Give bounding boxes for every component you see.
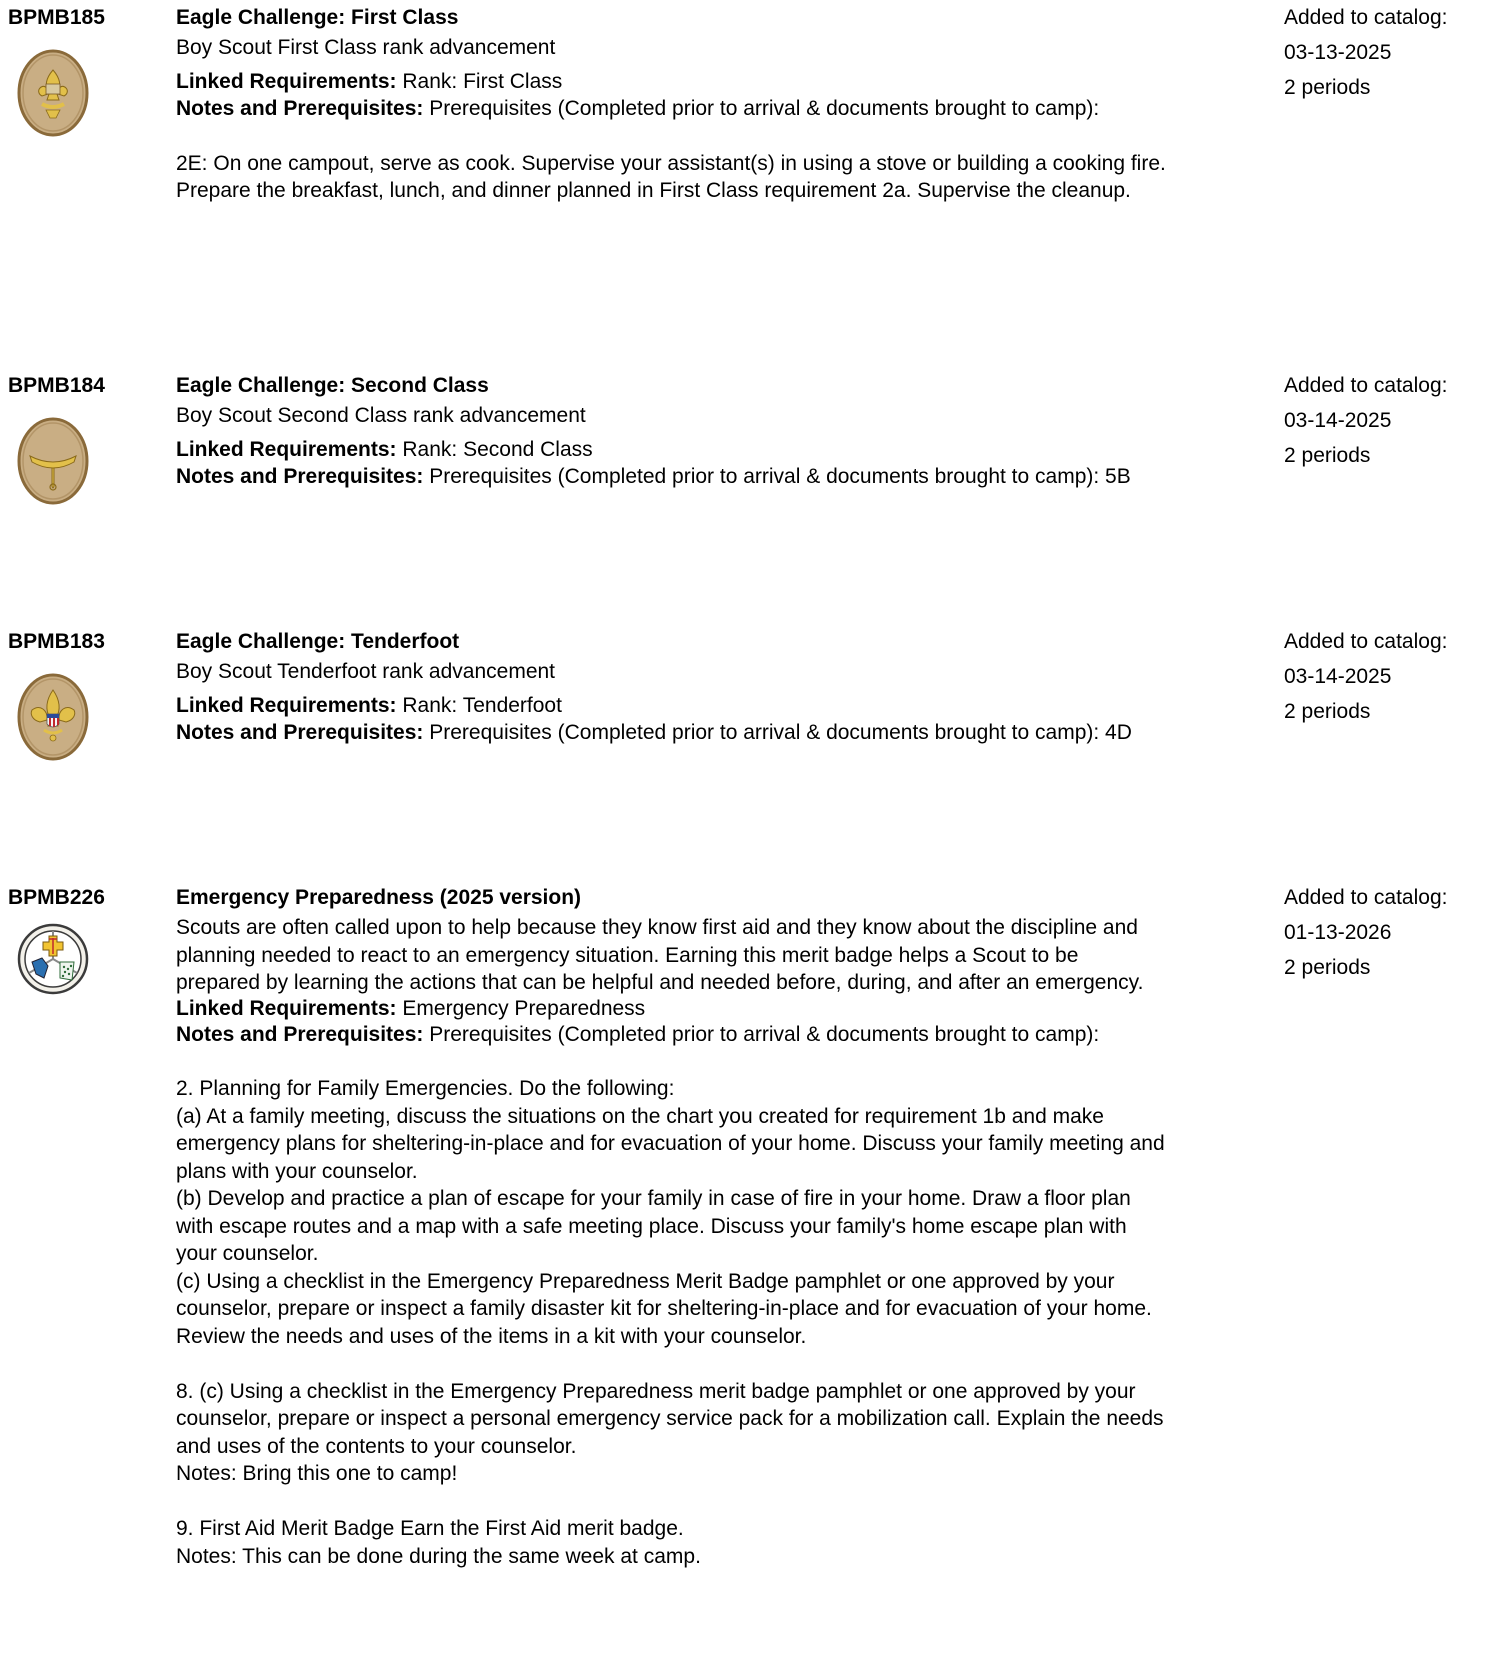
catalog-meta bbox=[1284, 6, 1447, 111]
periods: 2 periods bbox=[1284, 956, 1371, 979]
notes-value: Prerequisites (Completed prior to arrival & documents brought to camp): 4D bbox=[429, 721, 1132, 744]
course-code: BPMB183 bbox=[8, 630, 105, 653]
course-title: Emergency Preparedness (2025 version) bbox=[176, 886, 582, 909]
linked-requirements-label: Linked Requirements: bbox=[176, 70, 397, 93]
periods: 2 periods bbox=[1284, 700, 1371, 723]
linked-requirements bbox=[176, 997, 1166, 1021]
course-title: Eagle Challenge: First Class bbox=[176, 6, 459, 29]
linked-requirements-value: Rank: Tenderfoot bbox=[402, 694, 562, 717]
first-class-badge-icon bbox=[16, 48, 90, 138]
added-date: 03-14-2025 bbox=[1284, 665, 1392, 688]
course-description: Boy Scout First Class rank advancement bbox=[176, 36, 556, 59]
course-description: Boy Scout Second Class rank advancement bbox=[176, 404, 586, 427]
periods: 2 periods bbox=[1284, 76, 1371, 99]
added-label: Added to catalog: bbox=[1284, 886, 1448, 909]
linked-requirements-label: Linked Requirements: bbox=[176, 996, 397, 1020]
linked-requirements-value: Rank: Second Class bbox=[402, 438, 593, 461]
course-code: BPMB226 bbox=[8, 886, 105, 909]
notes-value: Prerequisites (Completed prior to arrival & documents brought to camp): 5B bbox=[429, 465, 1131, 488]
course-code: BPMB185 bbox=[8, 6, 105, 29]
linked-requirements bbox=[176, 68, 1166, 95]
notes-prerequisites bbox=[176, 1021, 1166, 1048]
periods: 2 periods bbox=[1284, 444, 1371, 467]
notes-label: Notes and Prerequisites: bbox=[176, 97, 424, 120]
linked-requirements-value: Emergency Preparedness bbox=[402, 996, 646, 1020]
added-label: Added to catalog: bbox=[1284, 374, 1448, 397]
catalog-meta bbox=[1284, 886, 1447, 991]
added-date: 01-13-2026 bbox=[1284, 921, 1392, 944]
notes-value: Prerequisites (Completed prior to arrival & documents brought to camp): bbox=[429, 1022, 1100, 1046]
notes-prerequisites bbox=[176, 719, 1166, 746]
course-description: Scouts are often called upon to help because they know first aid and they know about the discipline and planning needed to react to an emergency situation. Earning this merit badge helps a Scout to be prepared by learning the actions that can be helpful and needed before, during, and after an emergency. bbox=[176, 916, 1144, 994]
course-description: Boy Scout Tenderfoot rank advancement bbox=[176, 660, 556, 683]
course-title: Eagle Challenge: Tenderfoot bbox=[176, 630, 460, 653]
notes-prerequisites bbox=[176, 95, 1166, 122]
added-date: 03-14-2025 bbox=[1284, 409, 1392, 432]
tenderfoot-badge-icon bbox=[16, 672, 90, 762]
added-label: Added to catalog: bbox=[1284, 6, 1448, 29]
course-title: Eagle Challenge: Second Class bbox=[176, 374, 489, 397]
added-label: Added to catalog: bbox=[1284, 630, 1448, 653]
requirements-text: 2. Planning for Family Emergencies. Do the following: (a) At a family meeting, discuss the situations on the chart you created for requirement 1b and make emergency plans for sheltering-in-place and for evacuation of your home. Discuss your family meeting and plans with your counselor. (b) Develop and practice a plan of escape for your family in case of fire in your home. Draw a floor plan with escape routes and a map with a safe meeting place. Discuss your family's home escape plan with your counselor. (c) Using a checklist in the Emergency Preparedness Merit Badge pamphlet or one approved by your counselor, prepare or inspect a family disaster kit for sheltering-in-place and for evacuation of your home. Review the needs and uses of the items in a kit with your counselor. 8. (c) Using a checklist in the Emergency Preparedness merit badge pamphlet or one approved by your counselor, prepare or inspect a personal emergency service pack for a mobilization call. Explain the needs and uses of the contents to your counselor. Notes: Bring this one to camp! 9. First Aid Merit Badge Earn the First Aid merit badge. Notes: This can be done during the same week at camp. bbox=[176, 1077, 1165, 1568]
linked-requirements-label: Linked Requirements: bbox=[176, 694, 397, 717]
notes-label: Notes and Prerequisites: bbox=[176, 465, 424, 488]
linked-requirements bbox=[176, 436, 1166, 463]
linked-requirements-value: Rank: First Class bbox=[402, 70, 563, 93]
catalog-meta bbox=[1284, 630, 1447, 735]
notes-prerequisites bbox=[176, 463, 1166, 490]
notes-label: Notes and Prerequisites: bbox=[176, 721, 424, 744]
second-class-badge-icon bbox=[16, 416, 90, 506]
emergency-preparedness-badge-icon bbox=[16, 922, 90, 1002]
course-code: BPMB184 bbox=[8, 374, 105, 397]
linked-requirements-label: Linked Requirements: bbox=[176, 438, 397, 461]
linked-requirements bbox=[176, 692, 1166, 719]
notes-label: Notes and Prerequisites: bbox=[176, 1022, 424, 1046]
catalog-meta bbox=[1284, 374, 1447, 479]
added-date: 03-13-2025 bbox=[1284, 41, 1392, 64]
notes-value: Prerequisites (Completed prior to arrival & documents brought to camp): bbox=[429, 97, 1100, 120]
requirements-text: 2E: On one campout, serve as cook. Supervise your assistant(s) in using a stove or building a cooking fire. Prepare the breakfast, lunch, and dinner planned in First Class requirement 2a. Supervise the cleanup. bbox=[176, 151, 1166, 202]
